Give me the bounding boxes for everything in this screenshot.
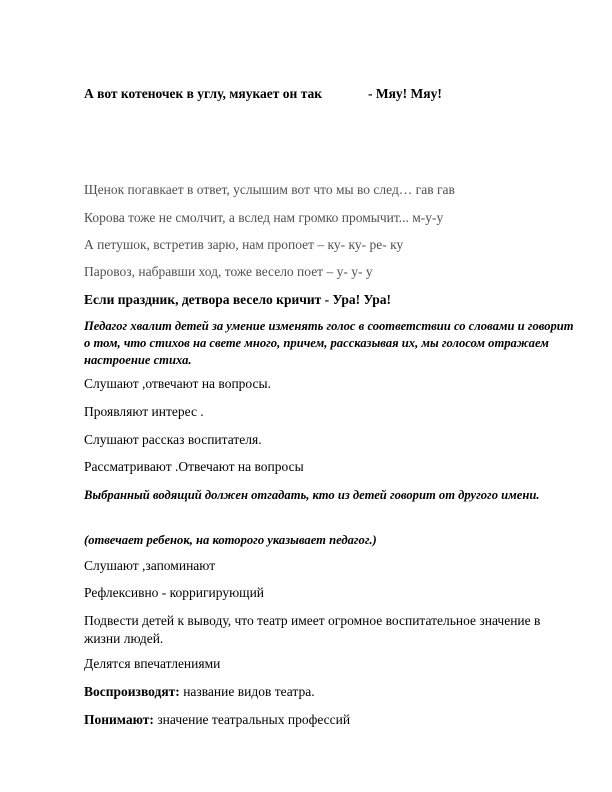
poem-line-kitten-tail <box>368 86 442 102</box>
poem-line-cow: Корова тоже не смолчит, а вслед нам громко промычит... м-у-у <box>84 210 444 225</box>
poem-line-rooster: А петушок, встретив зарю, нам пропоет – ку- ку- ре- ку <box>84 237 404 252</box>
activity-look-answer: Рассматривают .Отвечают на вопросы <box>84 459 304 474</box>
poem-line-puppy: Щенок погавкает в ответ, услышим вот что мы во след… гав гав <box>84 182 455 197</box>
poem-line-kitten-text: А вот котеночек в углу, мяукает он так <box>84 86 323 101</box>
outcome-reproduce-text: название видов театра. <box>179 684 315 699</box>
poem-line-train: Паровоз, набравши ход, тоже весело поет – у- у- у <box>84 264 373 279</box>
outcome-understand-label: Понимают: <box>84 712 154 727</box>
outcome-understand-text: значение театральных профессий <box>153 712 351 727</box>
activity-listen-answer: Слушают ,отвечают на вопросы. <box>84 376 271 391</box>
conclusion-theatre: Подвести детей к выводу, что театр имеет огромное воспитательное значение в жизни людей. <box>84 613 541 646</box>
poem-line-holiday: Если праздник, детвора весело кричит - Ура! Ура! <box>84 292 391 307</box>
outcome-reproduce <box>84 684 315 700</box>
poem-line-kitten <box>84 86 322 102</box>
teacher-note-praise: Педагог хвалит детей за умение изменять голос в соответствии со словами и говорит о том, что стихов на свете много, причем, рассказывая их, мы голосом отражаем настроение стиха. <box>84 319 574 367</box>
activity-interest: Проявляют интерес . <box>84 404 204 419</box>
activity-listen-memorize: Слушают ,запоминают <box>84 558 216 573</box>
game-note: (отвечает ребенок, на которого указывает педагог.) <box>84 533 377 547</box>
game-instruction: Выбранный водящий должен отгадать, кто из детей говорит от другого имени. <box>84 488 540 502</box>
stage-reflexive: Рефлексивно - корригирующий <box>84 585 265 600</box>
outcome-reproduce-label: Воспроизводят: <box>84 684 180 699</box>
activity-share-impressions: Делятся впечатлениями <box>84 656 221 671</box>
poem-line-kitten-sound: - Мяу! Мяу! <box>368 86 442 101</box>
outcome-understand <box>84 712 350 728</box>
activity-listen-story: Слушают рассказ воспитателя. <box>84 432 262 447</box>
